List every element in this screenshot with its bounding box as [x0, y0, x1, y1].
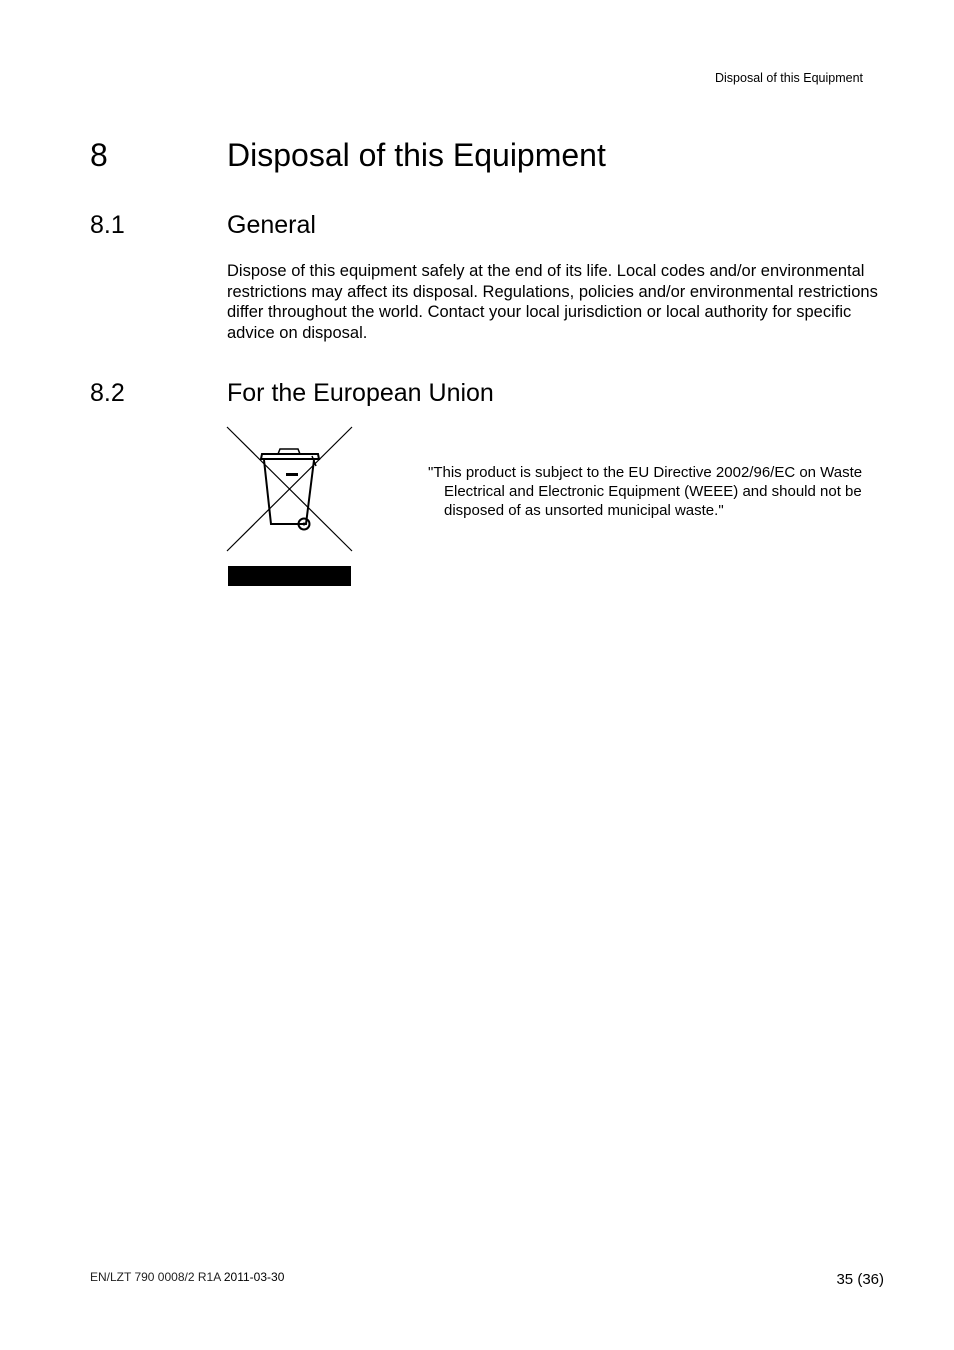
- footer-doc-id: EN/LZT 790 0008/2 R1A: [90, 1270, 221, 1284]
- crossed-out-wheelie-bin-icon: [226, 426, 353, 588]
- subsection-title-eu: For the European Union: [227, 379, 494, 407]
- subsection-number-general: 8.1: [90, 211, 125, 239]
- footer-doc-info: [90, 1270, 284, 1284]
- subsection-title-general: General: [227, 211, 316, 239]
- weee-directive-notice: "This product is subject to the EU Directive 2002/96/EC on Waste Electrical and Electronic Equipment (WEEE) and should not be disposed of as unsorted municipal waste.": [428, 464, 863, 519]
- page-number: 35 (36): [836, 1271, 884, 1288]
- section-number: 8: [90, 137, 108, 173]
- running-header: Disposal of this Equipment: [715, 71, 863, 85]
- general-paragraph: Dispose of this equipment safely at the end of its life. Local codes and/or environmental restrictions may affect its disposal. Regulations, policies and/or environmental restrictions differ throughout the world. Contact your local jurisdiction or local authority for specific advice on disposal.: [227, 262, 878, 342]
- subsection-number-eu: 8.2: [90, 379, 125, 407]
- section-title: Disposal of this Equipment: [227, 137, 606, 173]
- footer-date: 2011-03-30: [223, 1270, 285, 1284]
